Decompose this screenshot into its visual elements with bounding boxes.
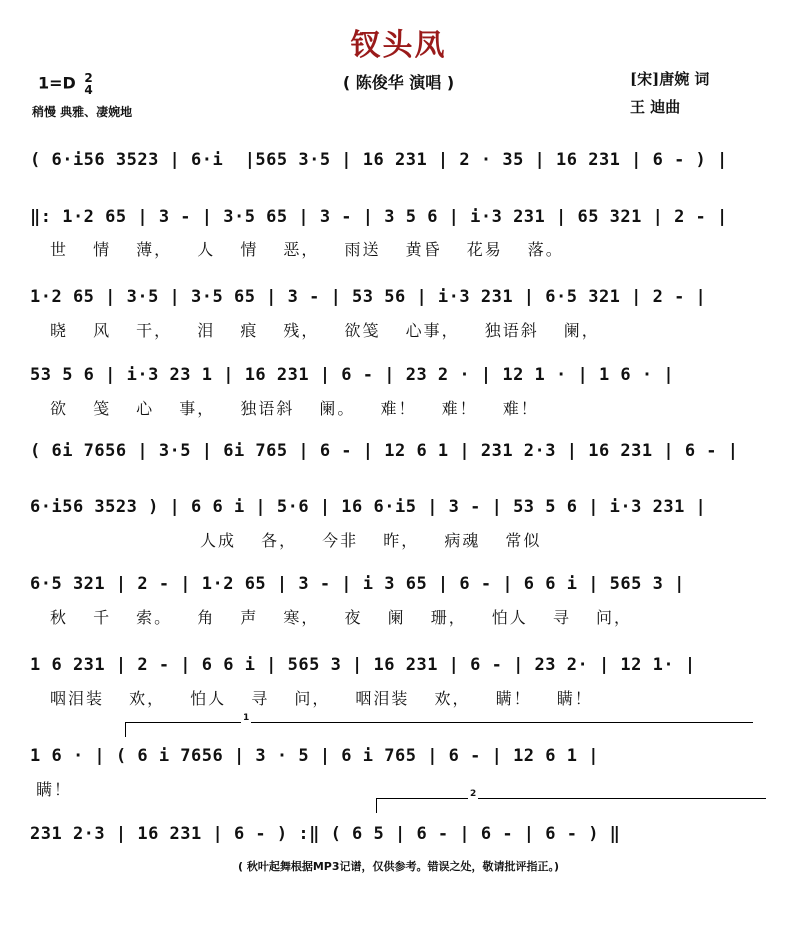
first-ending-bracket: [125, 713, 753, 737]
first-ending-tick: [125, 723, 126, 737]
lyrics-row-3: 晓 风 干， 泪 痕 残， 欲笺 心事， 独语斜 阑，: [50, 321, 600, 340]
second-ending-tick: [376, 799, 377, 813]
score-row-5: ( 6i 7656 | 3·5 | 6i 765 | 6 - | 12 6 1 | 231 2·3 | 16 231 | 6 - |: [30, 441, 739, 461]
lyrics-row-9: 瞒！: [36, 780, 73, 799]
composer-credit: 王 迪曲: [630, 98, 681, 116]
tempo-marking: 稍慢 典雅、凄婉地: [32, 105, 133, 119]
footnote: ( 秋叶起舞根据MP3记谱，仅供参考。错误之处，敬请批评指正。): [237, 860, 560, 873]
first-ending-number: 1: [243, 713, 250, 723]
second-ending-number: 2: [470, 789, 477, 799]
score-row-4: 53 5 6 | i·3 23 1 | 16 231 | 6 - | 23 2 · | 12 1 · | 1 6 · |: [30, 365, 675, 385]
song-title: 钗头凤: [350, 28, 447, 63]
score-row-9: 1 6 · | ( 6 i 7656 | 3 · 5 | 6 i 765 | 6 - | 12 6 1 |: [30, 746, 599, 766]
lyrics-row-2: 世 情 薄， 人 情 恶， 雨送 黄昏 花易 落。: [50, 240, 564, 259]
score-row-3: 1·2 65 | 3·5 | 3·5 65 | 3 - | 53 56 | i·3 231 | 6·5 321 | 2 - |: [30, 287, 707, 307]
key-signature: [38, 72, 93, 96]
score-row-2: ‖: 1·2 65 | 3 - | 3·5 65 | 3 - | 3 5 6 | i·3 231 | 65 321 | 2 - |: [30, 207, 728, 227]
key-label: 1=D: [38, 73, 76, 93]
lyrics-row-8: 咽泪装 欢， 怕人 寻 问， 咽泪装 欢， 瞒！ 瞒！: [50, 689, 593, 708]
lyricist-credit: [宋]唐婉 词: [630, 70, 710, 88]
time-top: 2: [84, 71, 93, 85]
lyrics-row-7: 秋 千 索。 角 声 寒， 夜 阑 珊， 怕人 寻 问，: [50, 608, 632, 627]
score-row-6: 6·i56 3523 ) | 6 6 i | 5·6 | 16 6·i5 | 3 - | 53 5 6 | i·3 231 |: [30, 497, 707, 517]
second-ending-bracket: [376, 789, 766, 813]
singer-credit: ( 陈俊华 演唱 ): [342, 73, 455, 92]
time-signature: [84, 72, 92, 96]
lyrics-row-4: 欲 笺 心 事， 独语斜 阑。 难！ 难！ 难！: [50, 399, 539, 418]
score-row-10: 231 2·3 | 16 231 | 6 - ) :‖ ( 6 5 | 6 - | 6 - | 6 - ) ‖: [30, 824, 621, 844]
score-row-7: 6·5 321 | 2 - | 1·2 65 | 3 - | i 3 65 | 6 - | 6 6 i | 565 3 |: [30, 574, 685, 594]
score-row-1: ( 6·i56 3523 | 6·i |565 3·5 | 16 231 | 2 · 35 | 16 231 | 6 - ) |: [30, 150, 728, 170]
time-bottom: 4: [84, 83, 93, 97]
lyrics-row-6: 人成 各， 今非 昨， 病魂 常似: [200, 531, 542, 550]
score-row-8: 1 6 231 | 2 - | 6 6 i | 565 3 | 16 231 | 6 - | 23 2· | 12 1· |: [30, 655, 696, 675]
